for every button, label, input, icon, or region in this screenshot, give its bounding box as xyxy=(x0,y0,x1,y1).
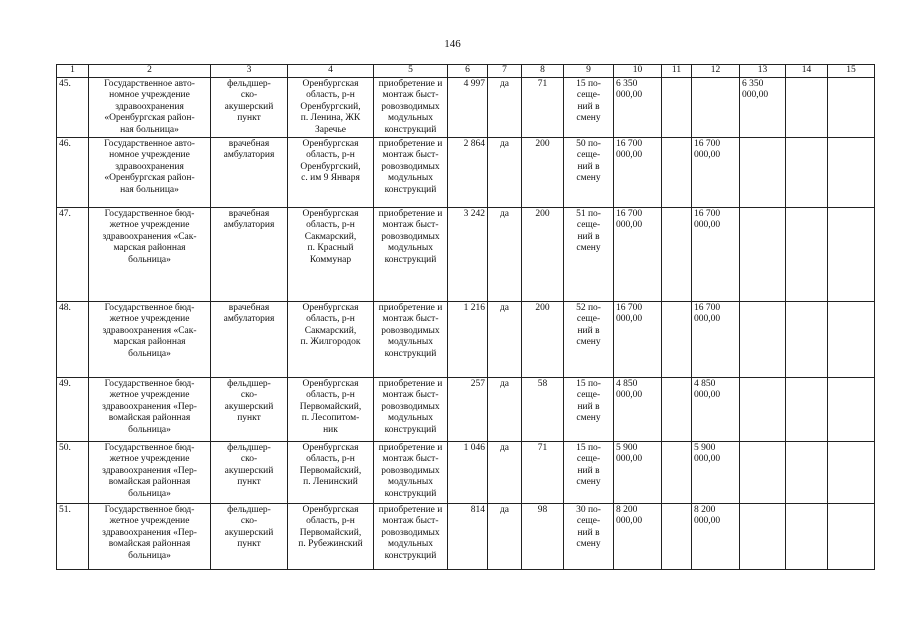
header-cell-11: 11 xyxy=(662,65,692,78)
amount-12-cell: 16 700 000,00 xyxy=(692,208,740,302)
amount-13-cell xyxy=(740,442,786,504)
header-cell-6: 6 xyxy=(448,65,488,78)
header-cell-7: 7 xyxy=(488,65,522,78)
amount-14-cell xyxy=(786,302,828,378)
row-number-cell: 46. xyxy=(57,138,89,208)
organization-cell: Государственное бюд- жетное учреждение здравоохранения «Сак- марская районная больница» xyxy=(89,208,211,302)
count-cell: 200 xyxy=(522,208,564,302)
count-cell: 71 xyxy=(522,78,564,138)
capacity-cell: 50 по- сеще- ний в смену xyxy=(564,138,614,208)
flag-cell: да xyxy=(488,138,522,208)
header-cell-14: 14 xyxy=(786,65,828,78)
amount-14-cell xyxy=(786,138,828,208)
area-cell: 1 216 xyxy=(448,302,488,378)
amount-14-cell xyxy=(786,78,828,138)
facilities-table xyxy=(56,64,875,570)
header-cell-9: 9 xyxy=(564,65,614,78)
facility-type-cell: врачебная амбулатория xyxy=(211,208,288,302)
amount-11-cell xyxy=(662,442,692,504)
facility-type-cell: фельдшер- ско- акушерский пункт xyxy=(211,504,288,570)
table-row xyxy=(57,208,875,302)
amount-11-cell xyxy=(662,378,692,442)
address-cell: Оренбургская область, р-н Сакмарский, п. Жилгородок xyxy=(288,302,374,378)
work-type-cell: приобретение и монтаж быст- ровозводимых модульных конструкций xyxy=(374,378,448,442)
amount-15-cell xyxy=(828,504,875,570)
table-row xyxy=(57,504,875,570)
facility-type-cell: фельдшер- ско- акушерский пункт xyxy=(211,378,288,442)
flag-cell: да xyxy=(488,302,522,378)
flag-cell: да xyxy=(488,208,522,302)
flag-cell: да xyxy=(488,378,522,442)
amount-14-cell xyxy=(786,208,828,302)
area-cell: 3 242 xyxy=(448,208,488,302)
organization-cell: Государственное бюд- жетное учреждение здравоохранения «Пер- вомайская районная больница» xyxy=(89,442,211,504)
area-cell: 2 864 xyxy=(448,138,488,208)
amount-15-cell xyxy=(828,78,875,138)
amount-10-cell: 4 850 000,00 xyxy=(614,378,662,442)
header-cell-5: 5 xyxy=(374,65,448,78)
area-cell: 257 xyxy=(448,378,488,442)
capacity-cell: 15 по- сеще- ний в смену xyxy=(564,378,614,442)
amount-13-cell xyxy=(740,138,786,208)
address-cell: Оренбургская область, р-н Первомайский, п. Лесопитом- ник xyxy=(288,378,374,442)
address-cell: Оренбургская область, р-н Сакмарский, п. Красный Коммунар xyxy=(288,208,374,302)
area-cell: 4 997 xyxy=(448,78,488,138)
table-row xyxy=(57,78,875,138)
amount-11-cell xyxy=(662,504,692,570)
amount-15-cell xyxy=(828,302,875,378)
header-cell-12: 12 xyxy=(692,65,740,78)
row-number-cell: 49. xyxy=(57,378,89,442)
capacity-cell: 51 по- сеще- ний в смену xyxy=(564,208,614,302)
capacity-cell: 15 по- сеще- ний в смену xyxy=(564,442,614,504)
amount-12-cell xyxy=(692,78,740,138)
header-cell-1: 1 xyxy=(57,65,89,78)
header-cell-15: 15 xyxy=(828,65,875,78)
organization-cell: Государственное авто- номное учреждение здравоохранения «Оренбургская район- ная больница» xyxy=(89,78,211,138)
count-cell: 71 xyxy=(522,442,564,504)
capacity-cell: 52 по- сеще- ний в смену xyxy=(564,302,614,378)
amount-14-cell xyxy=(786,504,828,570)
amount-10-cell: 5 900 000,00 xyxy=(614,442,662,504)
amount-12-cell: 4 850 000,00 xyxy=(692,378,740,442)
organization-cell: Государственное бюд- жетное учреждение здравоохранения «Пер- вомайская районная больница» xyxy=(89,378,211,442)
amount-11-cell xyxy=(662,302,692,378)
area-cell: 1 046 xyxy=(448,442,488,504)
work-type-cell: приобретение и монтаж быст- ровозводимых модульных конструкций xyxy=(374,208,448,302)
header-row xyxy=(57,65,875,78)
facility-type-cell: фельдшер- ско- акушерский пункт xyxy=(211,78,288,138)
header-cell-2: 2 xyxy=(89,65,211,78)
count-cell: 200 xyxy=(522,302,564,378)
header-cell-8: 8 xyxy=(522,65,564,78)
amount-11-cell xyxy=(662,138,692,208)
count-cell: 98 xyxy=(522,504,564,570)
row-number-cell: 47. xyxy=(57,208,89,302)
amount-10-cell: 6 350 000,00 xyxy=(614,78,662,138)
header-cell-13: 13 xyxy=(740,65,786,78)
amount-13-cell xyxy=(740,378,786,442)
address-cell: Оренбургская область, р-н Оренбургский, п. Ленина, ЖК Заречье xyxy=(288,78,374,138)
work-type-cell: приобретение и монтаж быст- ровозводимых модульных конструкций xyxy=(374,138,448,208)
count-cell: 200 xyxy=(522,138,564,208)
table-row xyxy=(57,442,875,504)
header-cell-4: 4 xyxy=(288,65,374,78)
work-type-cell: приобретение и монтаж быст- ровозводимых модульных конструкций xyxy=(374,302,448,378)
amount-10-cell: 16 700 000,00 xyxy=(614,138,662,208)
amount-13-cell xyxy=(740,504,786,570)
capacity-cell: 30 по- сеще- ний в смену xyxy=(564,504,614,570)
header-cell-3: 3 xyxy=(211,65,288,78)
row-number-cell: 51. xyxy=(57,504,89,570)
flag-cell: да xyxy=(488,78,522,138)
amount-14-cell xyxy=(786,378,828,442)
amount-14-cell xyxy=(786,442,828,504)
facility-type-cell: врачебная амбулатория xyxy=(211,302,288,378)
row-number-cell: 45. xyxy=(57,78,89,138)
work-type-cell: приобретение и монтаж быст- ровозводимых модульных конструкций xyxy=(374,504,448,570)
table-row xyxy=(57,378,875,442)
facility-type-cell: фельдшер- ско- акушерский пункт xyxy=(211,442,288,504)
amount-13-cell: 6 350 000,00 xyxy=(740,78,786,138)
amount-12-cell: 16 700 000,00 xyxy=(692,302,740,378)
amount-13-cell xyxy=(740,208,786,302)
amount-13-cell xyxy=(740,302,786,378)
flag-cell: да xyxy=(488,442,522,504)
amount-10-cell: 16 700 000,00 xyxy=(614,208,662,302)
address-cell: Оренбургская область, р-н Оренбургский, с. им 9 Января xyxy=(288,138,374,208)
header-cell-10: 10 xyxy=(614,65,662,78)
amount-12-cell: 5 900 000,00 xyxy=(692,442,740,504)
page-number: 146 xyxy=(444,38,461,50)
area-cell: 814 xyxy=(448,504,488,570)
organization-cell: Государственное авто- номное учреждение здравоохранения «Оренбургская район- ная больница» xyxy=(89,138,211,208)
organization-cell: Государственное бюд- жетное учреждение здравоохранения «Сак- марская районная больница» xyxy=(89,302,211,378)
work-type-cell: приобретение и монтаж быст- ровозводимых модульных конструкций xyxy=(374,442,448,504)
address-cell: Оренбургская область, р-н Первомайский, п. Рубежинский xyxy=(288,504,374,570)
facility-type-cell: врачебная амбулатория xyxy=(211,138,288,208)
amount-15-cell xyxy=(828,378,875,442)
amount-15-cell xyxy=(828,208,875,302)
amount-10-cell: 16 700 000,00 xyxy=(614,302,662,378)
work-type-cell: приобретение и монтаж быст- ровозводимых модульных конструкций xyxy=(374,78,448,138)
amount-10-cell: 8 200 000,00 xyxy=(614,504,662,570)
count-cell: 58 xyxy=(522,378,564,442)
address-cell: Оренбургская область, р-н Первомайский, п. Ленинский xyxy=(288,442,374,504)
organization-cell: Государственное бюд- жетное учреждение здравоохранения «Пер- вомайская районная больница» xyxy=(89,504,211,570)
capacity-cell: 15 по- сеще- ний в смену xyxy=(564,78,614,138)
table-row xyxy=(57,302,875,378)
amount-12-cell: 8 200 000,00 xyxy=(692,504,740,570)
amount-11-cell xyxy=(662,78,692,138)
amount-11-cell xyxy=(662,208,692,302)
row-number-cell: 48. xyxy=(57,302,89,378)
table-row xyxy=(57,138,875,208)
flag-cell: да xyxy=(488,504,522,570)
row-number-cell: 50. xyxy=(57,442,89,504)
amount-15-cell xyxy=(828,442,875,504)
amount-15-cell xyxy=(828,138,875,208)
amount-12-cell: 16 700 000,00 xyxy=(692,138,740,208)
